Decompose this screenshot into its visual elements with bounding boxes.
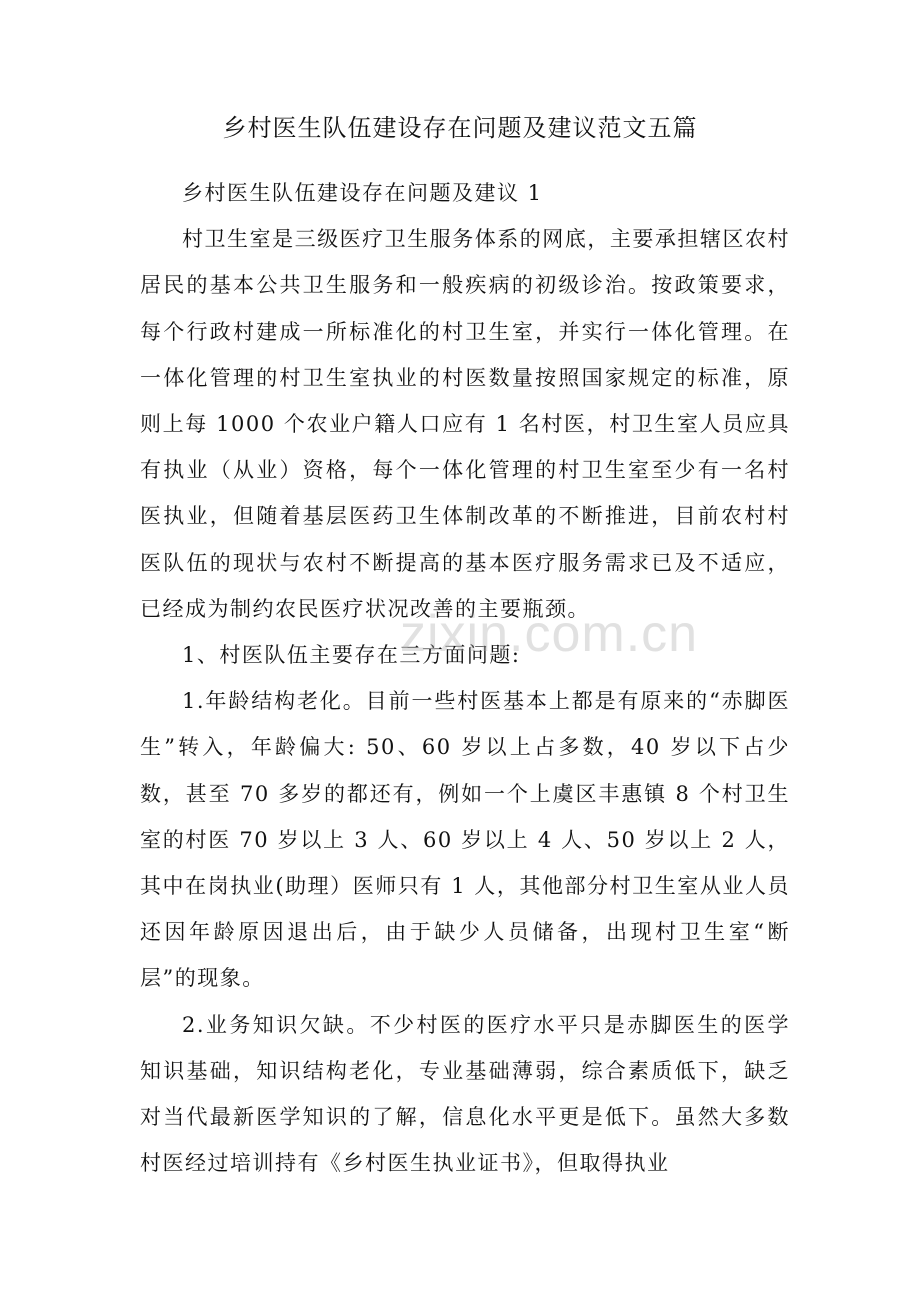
paragraph-intro: 村卫生室是三级医疗卫生服务体系的网底，主要承担辖区农村居民的基本公共卫生服务和一般疾病的初级诊治。按政策要求，每个行政村建成一所标准化的村卫生室，并实行一体化管理。在一体化管理的村卫生室执业的村医数量按照国家规定的标准，原则上每 1000 个农业户籍人口应有 1 名村医，村卫生室人员应具有执业（从业）资格，每个一体化管理的村卫生室至少有一名村医执业，但随着基层医药卫生体制改革的不断推进，目前农村村医队伍的现状与农村不断提高的基本医疗服务需求已及不适应，已经成为制约农民医疗状况改善的主要瓶颈。 — [140, 227, 790, 621]
paragraph-problems-heading: 1、村医队伍主要存在三方面问题: — [182, 643, 521, 668]
paragraph-knowledge: 2.业务知识欠缺。不少村医的医疗水平只是赤脚医生的医学知识基础，知识结构老化，专业基础薄弱，综合素质低下，缺乏对当代最新医学知识的了解，信息化水平更是低下。虽然大多数村医经过培训持有《乡村医生执业证书》，但取得执业 — [140, 1012, 790, 1176]
document-body — [140, 170, 790, 1186]
paragraph-age-structure: 1.年龄结构老化。目前一些村医基本上都是有原来的“赤脚医生”转入，年龄偏大: 50、60 岁以上占多数，40 岁以下占少数，甚至 70 多岁的都还有，例如一个上虞区丰惠镇 8 个村卫生室的村医 70 岁以上 3 人、60 岁以上 4 人、50 岁以上 2 人，其中在岗执业(助理）医师只有 1 人，其他部分村卫生室从业人员还因年龄原因退出后，由于缺少人员储备，出现村卫生室“断层”的现象。 — [140, 689, 790, 991]
document-title: 乡村医生队伍建设存在问题及建议范文五篇 — [222, 114, 698, 142]
section-heading: 乡村医生队伍建设存在问题及建议 1 — [182, 181, 543, 205]
watermark: zixin.com.cn — [400, 605, 699, 663]
